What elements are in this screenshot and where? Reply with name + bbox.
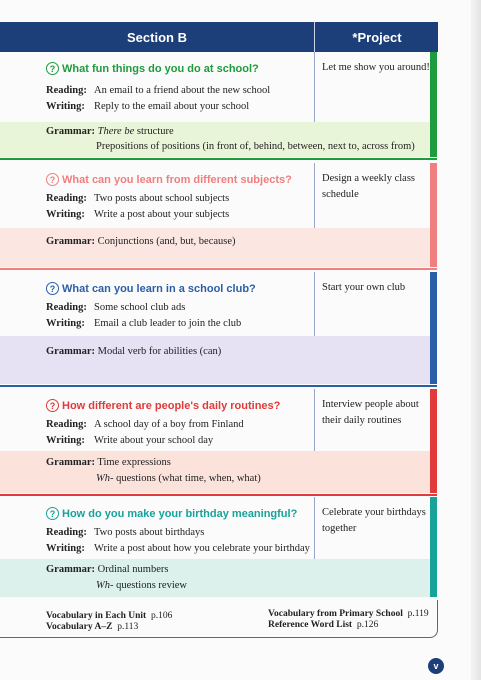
unit-row-2 — [0, 163, 438, 267]
writing-label: Writing: — [46, 318, 85, 329]
ref-list-label: Reference Word List — [268, 620, 353, 630]
grammar-label: Grammar: — [46, 236, 95, 247]
writing-line — [46, 318, 241, 329]
writing-line — [46, 435, 213, 446]
vocab-az-page: p.113 — [117, 622, 139, 632]
project-cell — [314, 272, 430, 336]
unit-row-4 — [0, 389, 438, 493]
vocab-primary-label: Vocabulary from Primary School — [268, 609, 403, 619]
writing-line — [46, 101, 249, 112]
project-text: Interview people about their daily routines — [322, 399, 419, 426]
grammar-text: structure — [134, 126, 174, 137]
writing-label: Writing: — [46, 543, 85, 554]
reading-text: Two posts about school subjects — [94, 193, 230, 204]
grammar-panel — [0, 336, 430, 384]
unit-divider — [0, 494, 437, 496]
writing-text: Email a club leader to join the club — [94, 318, 242, 329]
vocab-primary-school — [268, 609, 429, 619]
reading-label: Reading: — [46, 419, 87, 430]
grammar-panel — [0, 451, 430, 493]
unit-divider — [0, 268, 437, 270]
grammar-text-2: questions review — [113, 580, 187, 591]
question-text: What can you learn from different subjects? — [62, 173, 292, 186]
grammar-panel — [0, 122, 430, 157]
grammar-line-2 — [96, 141, 415, 152]
unit-row-5 — [0, 497, 438, 597]
grammar-line — [46, 346, 221, 357]
writing-text: Reply to the email about your school — [94, 101, 250, 112]
unit-row-3 — [0, 272, 438, 384]
grammar-label: Grammar: — [46, 457, 95, 468]
project-text: Design a weekly class schedule — [322, 173, 416, 200]
unit-question — [46, 507, 297, 520]
grammar-text: Ordinal numbers — [97, 564, 169, 575]
grammar-panel — [0, 559, 430, 597]
reference-word-list — [268, 620, 378, 630]
vocab-az-label: Vocabulary A–Z — [46, 622, 113, 632]
question-bubble-icon: ? — [46, 507, 59, 520]
writing-label: Writing: — [46, 435, 85, 446]
writing-label: Writing: — [46, 101, 85, 112]
vocab-each-label: Vocabulary in Each Unit — [46, 611, 147, 621]
writing-line — [46, 209, 229, 220]
question-bubble-icon: ? — [46, 173, 59, 186]
writing-label: Writing: — [46, 209, 85, 220]
vocab-a-z — [46, 622, 138, 632]
question-text: What can you learn in a school club? — [62, 282, 256, 295]
grammar-text-2: Prepositions of positions (in front of, behind, between, next to, across from) — [96, 141, 415, 152]
grammar-line — [46, 126, 174, 137]
grammar-line — [46, 236, 236, 247]
unit-accent-bar — [430, 272, 437, 384]
question-text: What fun things do you do at school? — [62, 62, 259, 75]
grammar-line-2 — [96, 580, 187, 591]
project-text: Start your own club — [322, 282, 406, 293]
reading-text: Some school club ads — [94, 302, 186, 313]
project-cell — [314, 497, 430, 559]
writing-text: Write a post about your subjects — [94, 209, 230, 220]
project-column-title: *Project — [314, 22, 439, 52]
reading-label: Reading: — [46, 302, 87, 313]
grammar-label: Grammar: — [46, 126, 95, 137]
unit-accent-bar — [430, 497, 437, 597]
grammar-label: Grammar: — [46, 564, 95, 575]
grammar-line-2 — [96, 473, 261, 484]
grammar-line — [46, 564, 168, 575]
table-header — [0, 22, 438, 52]
unit-accent-bar — [430, 389, 437, 493]
reading-label: Reading: — [46, 193, 87, 204]
project-cell — [314, 52, 430, 122]
reading-text: Two posts about birthdays — [94, 527, 205, 538]
grammar-text: Time expressions — [97, 457, 171, 468]
project-text: Let me show you around! — [322, 62, 430, 73]
reading-line — [46, 193, 229, 204]
unit-row-1 — [0, 52, 438, 157]
project-cell — [314, 389, 430, 451]
page-number: v — [428, 658, 444, 674]
unit-accent-bar — [430, 52, 437, 157]
ref-list-page: p.126 — [356, 620, 379, 630]
project-text: Celebrate your birthdays together — [322, 507, 426, 534]
vocab-each-page: p.106 — [150, 611, 173, 621]
page-edge — [471, 0, 481, 680]
vocabulary-footer — [0, 600, 438, 638]
grammar-label: Grammar: — [46, 346, 95, 357]
grammar-text: Modal verb for abilities (can) — [97, 346, 222, 357]
vocab-each-unit — [46, 611, 172, 621]
reading-text: An email to a friend about the new school — [94, 85, 271, 96]
unit-question — [46, 399, 280, 412]
question-text: How do you make your birthday meaningful? — [62, 507, 298, 520]
reading-label: Reading: — [46, 527, 87, 538]
grammar-italic: Wh- — [96, 473, 114, 484]
project-cell — [314, 163, 430, 228]
reading-line — [46, 419, 244, 430]
unit-question — [46, 282, 256, 295]
reading-text: A school day of a boy from Finland — [94, 419, 244, 430]
grammar-text-2: questions (what time, when, what) — [113, 473, 261, 484]
question-bubble-icon: ? — [46, 399, 59, 412]
question-bubble-icon: ? — [46, 282, 59, 295]
reading-line — [46, 302, 185, 313]
unit-question — [46, 62, 259, 75]
reading-line — [46, 85, 270, 96]
writing-text: Write about your school day — [94, 435, 214, 446]
reading-label: Reading: — [46, 85, 87, 96]
grammar-italic: There be — [97, 126, 135, 137]
grammar-italic: Wh- — [96, 580, 114, 591]
reading-line — [46, 527, 204, 538]
writing-text: Write a post about how you celebrate your birthday — [94, 543, 310, 554]
grammar-line — [46, 457, 171, 468]
unit-divider — [0, 385, 437, 387]
grammar-text: Conjunctions (and, but, because) — [97, 236, 236, 247]
section-title: Section B — [127, 29, 187, 45]
unit-question — [46, 173, 292, 186]
unit-divider — [0, 158, 437, 160]
writing-line — [46, 543, 310, 554]
question-bubble-icon: ? — [46, 62, 59, 75]
vocab-primary-page: p.119 — [407, 609, 429, 619]
unit-accent-bar — [430, 163, 437, 267]
grammar-panel — [0, 228, 430, 267]
question-text: How different are people's daily routines? — [62, 399, 281, 412]
